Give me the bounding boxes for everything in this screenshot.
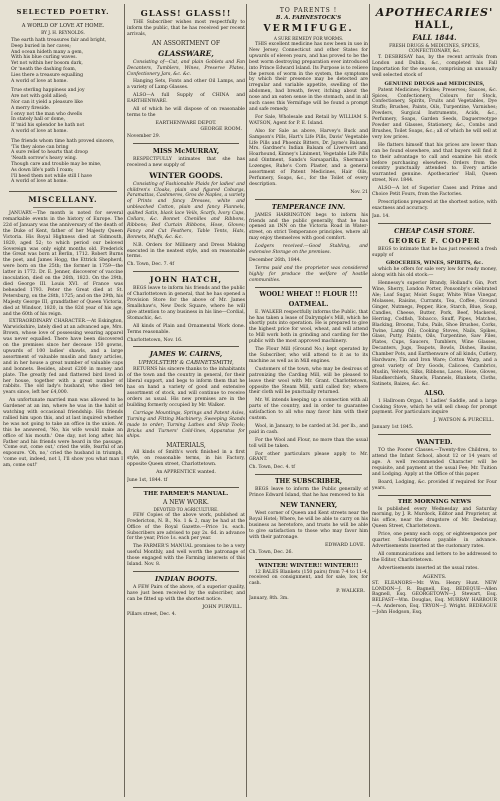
poem-title: A WORLD OF LOVE AT HOME. [21, 23, 105, 29]
divider [133, 487, 239, 488]
wool-body: Customers of the town, who may be desirous of patronizing the Carding Mill, will be pleased to leave their wool with Mr. Grant. Charlottetown, opposite the Steam Mill, until called for; where their cloth will be punctually returned. [249, 366, 368, 396]
poem-stanza-2: True sterling happiness and joy Are not with gold allied; Nor can it yield a pleasure like A merry fireside. I envy not the man who dwells In stately hall or dome, If 'mid his splendor he hath not A world of love at home. [11, 88, 85, 134]
subscriber-header: THE SUBSCRIBER, [274, 478, 343, 486]
divider [378, 223, 491, 224]
glass-body: Hanging Sets, Fonts and other Oil Lamps, and a variety of Lamp Glasses. [127, 79, 245, 91]
cairns-date: June 1st, 1844. tf [127, 477, 168, 483]
glass-header: GLASS! GLASS!! [140, 8, 232, 18]
apothecaries-body: He flatters himself that his prices are lower than can be found elsewhere, and that buyers will find it to their advantage to call and examine his stock before purchasing elsewhere. Orders from the country punctually attended to. Every article warranted genuine. Apothecaries' Hall, Queen street, Nov. 1844. [372, 142, 497, 184]
apothecaries-date: FALL 1844. [412, 33, 457, 42]
apothecaries-list-header: GENUINE DRUGS and MEDICINES, [384, 80, 485, 87]
glass-subtitle: GLASSWARE, [158, 48, 214, 58]
cairns-materials: MATERIALS, [166, 442, 206, 450]
millinery-header: MISS McMURRAY, [152, 146, 220, 155]
parents-body: Also for Sale as above, Harvey's Buck and Sampson's Pills, Hart's Life Pills, Davis' Vegetable Life Pills and Phoenix Bitters, Dr. Jayne's Balsam, Mrs. Gardner's Indian Balsam of Liverwort and Hoarhound, Kinney's Liniment, Vegetable Life Pills and Ointment, Sands's Sarsaparilla, Sherman's Lozenges, Ruhe's Corn Plaster, and a general assortment of Patent Medicines, Hair Oils, Perfumery, Soaps, &c., for the Toilet of every description. [249, 128, 368, 187]
divider [33, 19, 93, 20]
millinery-date: Ch. Town, Dec. 7. 4f [127, 262, 175, 268]
divider [255, 199, 362, 200]
apothecaries-list: Patent Medicines; Pickles; Preserves; Sauces, &c. Spices, Confectionery, Colours for Stock, Confectionery, Spirits, Fruits and Vegetables, Dye Stuffs; Brushes, Paints, Oils, Turpentine, Varnishes; Powders, Surgical Instruments, Acids, &c., Perfumery, Soaps, Garden Seeds, Daguerreotype Powder and Glasses, Stationery, &c., Combs and Brushes, Toilet Soaps, &c.; all of which he will sell at very low prices. [372, 87, 497, 140]
temperance-body: JAMES HARRINGTON begs to inform his friends and the public generally, that he has opened an INN on the Victoria Road in Water-street, on strict Temperance principles, where all may enjoy themselves with good comfort. [249, 212, 368, 242]
hatch-body: All kinds of Plain and Ornamental Work done. Terms reasonable. [127, 323, 245, 335]
apothecaries-date: Jan. 14. [372, 213, 390, 219]
millinery-note: N.B. Orders for Millinery and Dress Making executed in the neatest style, and on reasonable terms. [127, 242, 245, 260]
miscellany-header: MISCELLANY. [28, 195, 98, 205]
winter-signature: P. WALKER. [336, 589, 365, 595]
column-rule [124, 4, 125, 797]
apothecaries-also: ALSO—A lot of Superior Cases and Prime and Choice Petit Fours, from the Factories. [372, 186, 497, 198]
divider [378, 434, 491, 435]
wanted-body: Board, Lodging, &c. provided if required for Four years. [372, 479, 497, 491]
parents-subtitle: A SURE REMEDY FOR WORMS. [273, 36, 344, 41]
temperance-note: Lodgers received.—Good Stabling, and extensive Storage on the premises. [249, 244, 368, 256]
poem-stanza-3: The friends whom time hath proved sincere, 'Tis they alone can bring A sure relief to hearts that droop 'Neath sorrow's heavy wing. Though care and trouble may be mine, As down life's path I roam; I'll heed them not while still I have A world of love at home. [11, 138, 115, 185]
subscriber-date: Ch. Town, Dec. 26. [249, 549, 293, 555]
boots-signature: JOHN PURVILL. [202, 604, 242, 610]
cairns-subtitle: UPHOLSTERY & CABINETSMITH, [138, 360, 234, 367]
poetry-header: SELECTED POETRY. [16, 8, 110, 16]
apothecaries-subtitle: HALL, [414, 20, 455, 31]
boots-header: INDIAN BOOTS. [154, 575, 218, 583]
subscriber-title: NEW TANNERY, [279, 501, 338, 510]
farmer-body: The FARMER'S MANUAL promises to be a very useful Monthly, and well worth the patronage of those engaged with the Farming interests of this Island. Nov. 8. [127, 544, 245, 568]
glass-title: AN ASSORTMENT OF [151, 39, 221, 47]
parents-title: VERMIFUGE. [263, 23, 354, 34]
cheap-store-date: January 1st 1845. [372, 425, 414, 431]
farmer-subtitle: A NEW WORK. [163, 498, 209, 506]
column-poetry-miscellany [3, 6, 123, 797]
morning-news-body: Is published every Wednesday and Saturday morning, by J. R. Murdock, Editor and Proprietor, at his office, near the drugstore of Mr. Desbrisay, Queen Street, Charlottetown. [372, 506, 497, 530]
millinery-title: WINTER GOODS. [149, 170, 223, 180]
agents-list: ST. ELEANORS—Mr. Wm. Henry Hunt. NEW LONDON—J. R. Bagnell, Esq. BEDEQUE—Allen Bagnell, Esq. GEORGETOWN—J. Stewart, Esq. BELFAST—Wm. Douglas, Esq. MURRAY HARBOUR—A. Anderson, Esq. TRYON—J. Wright. BEDEAGUE—John Hodgson, Esq. [372, 580, 497, 616]
winter-body: 12 BALES Blankets (150 pairs) from 7-4 to 11-4, received on consignment, and for sale, low, for cash. [249, 569, 368, 587]
glass-store: EARTHENWARE DEPOT. [155, 120, 217, 126]
glass-body: All of which he will dispose of on reasonable terms to the [127, 107, 245, 118]
wool-body: For other particulars please apply to Mr. GRANT. [249, 451, 368, 463]
cheap-store-subtitle: GEORGE F. COOPER [388, 236, 481, 245]
morning-news-body: Advertisements inserted at the usual rates. [378, 565, 479, 571]
morning-news-header: THE MORNING NEWS [397, 498, 472, 505]
wanted-header: WANTED. [416, 438, 453, 447]
parents-header: TO PARENTS ! [279, 7, 338, 14]
temperance-header: TEMPERANCE INN. [271, 202, 346, 211]
parents-date: Nov. 21 [350, 189, 368, 195]
column-advertisements-3 [372, 6, 497, 797]
glass-date: November 29. [127, 133, 161, 139]
apothecaries-subtitle: FRESH DRUGS & MEDICINES, SPICES, CONFECTIONARY, &c. [389, 44, 480, 54]
wool-body: The Flour Mill (Ground No.) kept operated by the Subscriber, who will attend to it as to its machine as well as in Mill engines. [249, 347, 368, 364]
cheap-store-title: GROCERIES, WINES, SPIRITS, &c. [385, 260, 484, 267]
wanted-body: TO the Poorer Classes.—Twenty-five Children, to attend the Infant School, about 12 or 14 years of age. A well recommended Character will be requisite, and payment at the usual Fee; Mr. Tuition and Lodging. Apply at the Office of this paper. [372, 448, 497, 477]
divider [255, 559, 362, 560]
cairns-header: JAMES W. CAIRNS, [149, 350, 223, 359]
cairns-wanted: An APPRENTICE wanted. [156, 470, 216, 476]
parents-body: THIS excellent medicine has now been in use in New Jersey, Connecticut and other States for upwards of eleven years, and has proved to be the best worm destroying preparation ever introduced into Prince Edward Island. Its Purpose is to relieve the person of worm in the system, the symptoms by which their presence may be detected are irregular and variable appetite, swelling of the abdomen, bad breath, fever, itching about the nose and an eaten sense in the stomach, and in all such cases this Vermifuge will be found a prompt and safe remedy. [249, 42, 368, 112]
misc-paragraph: An unfortunate married man was allowed to be Gardener at an inn, where he was in the habit of watching with occasional friendship. His friends rallied him upon this, and at last inquired whether he was not going to take an office in the union. At this he answered, 'No, his wife would make an office of his mouth.' One day, not long after, his Father and his friends were heard in the passage, 'Come out, come out,' cried the wife, fearful of an exposure. 'Oh, no,' cried the husband in triumph, 'come out, indeed, not I, I'll show you what man I am, come out!' [3, 398, 123, 469]
cairns-body: RETURNS his sincere thanks to the inhabitants of the town and the country in general, for their liberal support, and begs to inform them that he has on hand a variety of good and extensive assortment of stock, and will continue to receive orders as usual. His new premises are in the building formerly occupied by Mr. Walker. [127, 367, 245, 408]
cheap-store-header: CHEAP CASH STORE. [394, 226, 475, 235]
apothecaries-title: APOTHECARIES' [375, 6, 494, 19]
glass-list: Consisting of—Cut, and plain Goblets and Fan Decanters, Tumblers, Wines, Preserve Plates, Confectionery Jars, &c. &c. [127, 59, 245, 77]
poem-author: BY J. H. REYNOLDS. [41, 30, 85, 35]
millinery-body: Consisting of Fashionable Plaids for ladies' and children's Cloaks, plain and figured Coburgs, Paramattas, Cashmeres, Gros de Naples, a variety of Prints and fancy Dresses, white and unbleached Cotton, plain and fancy Flannels, quilted Satin, black lace Veils, Scarfs, Ivory Caps, Collars, &c. Bonnet Chenilles and Ribbons, Ribbons; Bed Curtain Ribbons, Hose, Gloves; Fancy and Cut Feathers, Table Tents, Hats, Bonnets, Muffs, &c. &c. [127, 181, 245, 240]
misc-paragraph: EXTRAORDINARY CHARACTER.—At Eskington, Warwickshire, lately died at an advanced age, Mrs. Brown, whose love of possessing wearing apparel was never equalled. There have been discovered on the premises since her decease 150 gowns, upwards of 100 ladies' shawls, and a large assortment of valuable muslin and fancy articles, and in her house a great number of valuable caps and bonnets. Besides, about £200 in money and plate. The greatly fed and flattered bird lived in her house, together with a great number of rabbits. The old lady's husband, who died ten years since, left her £4,000. [3, 319, 123, 396]
divider [255, 287, 362, 288]
column-rule [246, 4, 247, 797]
winter-date: January, 8th. 3m. [249, 596, 289, 602]
parents-body: For Sale, Wholesale and Retail by WILLIAM S. WATSON, Agent for P. E. Island. [249, 114, 368, 126]
subscriber-body: West corner of Queen and Kent streets near the Royal Hotel; Where, he will be able to carry on his business as heretofore, and trusts he will be able to give satisfaction to those who may favor him with their patronage. [249, 511, 368, 540]
millinery-intro: RESPECTFULLY intimates that she has received a new supply of [127, 156, 245, 168]
cheap-store-body: BEGS to intimate that he has just received a fresh supply of [372, 246, 497, 258]
subscriber-body: BEGS leave to inform the Public generally of Prince Edward Island, that he has removed to his [249, 487, 368, 499]
cheap-store-signature: J. WATSON & PURCELL. [433, 418, 494, 424]
cairns-body: All kinds of Smith's work finished in a first style, on reasonable terms, in his Factory, opposite Queen street, Charlottetown. [127, 450, 245, 468]
wool-body: For the Wool and Flour, no more than the usual toll will be taken. [249, 437, 368, 449]
temperance-extra: Terms paid and the proprietor was considered highly for produce the welfare of hostile communities. [249, 265, 368, 283]
morning-news-body: Price, one penny each copy, or eighteenpence per quarter. Subscriptions payable in advance. Advertisements inserted at the customary rates. [372, 532, 497, 549]
cheap-store-body: which he offers for sale very low for ready money, along with his old stock:— [372, 267, 497, 279]
hatch-header: JOHN HATCH, [149, 275, 223, 285]
cheap-store-also: ALSO. [424, 389, 445, 397]
boots-date: Pillars street, Dec. 4. [127, 611, 177, 617]
agents-header: AGENTS. [422, 573, 447, 580]
divider [133, 143, 239, 144]
parents-subtitle: B. A. FAHNESTOCK'S [275, 15, 342, 21]
misc-paragraph: JANUARY.—The month is noted for several remarkable events in the history of Europe. The 22d of January was the anniversary of the death of the Duke of Kent, father of her Majesty Queen Victoria. His Royal Highness died at Sidmouth, 1820, aged 52; to which period our beloved Sovereign was only eight months old. Frederick the Great was born at Berlin, 1712. Robert Burns the poet, and James Hogg, the Ettrick Shepherd, were born on the 25th; the former in 1759—the latter in 1772. Dr. E. Jenner, discoverer of vaccine inoculation, died on the 26th, 1823. On the 29th, died George III. Louis XVI. of France was beheaded 1793. Peter the Great died at St. Petersburg, on the 28th, 1725; and on the 29th, his Majesty George III, grandfather of Queen Victoria, died at Windsor, 1820, in the 82d year of his age, and the 60th of his reign. [3, 211, 123, 317]
glass-signature: GEORGE ROOM. [200, 126, 242, 132]
glass-body: ALSO—A full Supply of CHINA and EARTHENWARE. [127, 93, 245, 105]
divider [9, 191, 117, 192]
cairns-list: Carriage Mountings, Springs and Patent Axles, Turning and Fitting Machinery; Sweeping Stands made to order; Turning Lathes and Ship Tools; Bricks and Turners' Cold-lines, Apparatus for ships. [127, 410, 245, 440]
morning-news-body: All communications and letters to be addressed to the Editor, Charlottetown. [372, 551, 497, 563]
glass-intro: THE Subscriber wishes most respectfully to inform the public, that he has received per recent arrivals, [127, 20, 245, 37]
boots-body: A FEW Pairs of the above, of a superior quality, have just been received by the subscriber, and can be fitted up with the shortest notice. [127, 585, 245, 602]
wool-date: Ch. Town, Dec. 4. tf [249, 465, 295, 471]
divider [133, 271, 239, 272]
farmer-header: THE FARMER'S MANUAL. [143, 490, 229, 497]
farmer-body: FEW Copies of the above work, published at Fredericton, N. B., No. 1 & 2, may be had at the Office of the Royal Gazette.—Price 1s. each. Subscribers are advised to pay 2s. 6d. in advance for the year, Price 1s. each per year. [127, 512, 245, 542]
wool-subtitle: OATMEAL. [288, 299, 329, 308]
column-rule [369, 4, 370, 797]
divider [378, 495, 491, 496]
cheap-store-list: Hennessy's superior Brandy, Holland's Gin, Port Wine, Sherry, London Porter, Ponsonby's celebrated Ale; Loaf Sugar, Moist Sugar, White Wine Vinegar, Molasses, Raisins, Currants, Tea, Coffee, Ground Ginger, Nutmegs, Pepper, Rice, Starch, Blue, Soap, Candles, Cheese, Butter, Pork, Beef, Mackerel, Herring, Codfish, Tobacco, Snuff, Pipes, Matches, Blacking, Brooms, Tubs, Pails, Shoe Brushes, Corks, Twine, Lamp Oil; Cooking Stoves, Nails, Spikes, Glass, Putty, Paints, Oils, Turpentine, Saw Files, Plates, Cups, Saucers, Tumblers, Wine Glasses, Decanters, Jugs, Teapots, Bowls, Dishes, Basins, Chamber Pots, and Earthenware of all kinds, Cutlery, Hardware, Tin and Iron Ware; Cotton Warp, and a great variety of Dry Goods, Calicoes, Cambrics, Muslin, Velvets, Silks, Ribbons, Laces, Hose, Gloves, Handkerchiefs, Shawls, Flannels, Blankets, Cloths, Satinets, Baizes, &c. &c. [372, 281, 497, 387]
poem-stanza-1: The earth hath treasures fair and bright, Deep buried in her caves; And ocean hideth many a gem, With his blue curling waves. Yet not within her bosom dark, Or 'neath the dashing foam, Lies there a treasure equalling A world of love at home. [11, 38, 107, 84]
winter-header: WINTER! WINTER!! WINTER!!! [258, 562, 359, 569]
wool-header: WOOL! WHEAT !! FLOUR !!! [259, 290, 358, 298]
wool-body: Wool, in January, to be carded at 3d. per lb., and paid in cash. [249, 423, 368, 435]
divider [133, 571, 239, 572]
hatch-date: Charlottetown, Nov. 16. [127, 337, 183, 343]
temperance-date: December 26th, 1844. [249, 258, 302, 263]
column-advertisements-1 [127, 6, 245, 797]
divider [33, 207, 93, 208]
divider [255, 474, 362, 475]
apothecaries-body: T. DESBRISAY has, by the recent arrivals from London and Dublin, &c., completed his Fall Importation for the season, comprising an unusually well selected stock of [372, 55, 497, 78]
divider [133, 346, 239, 347]
subscriber-signature: EDWARD LOVE. [324, 542, 365, 548]
farmer-subtitle: DEVOTED TO AGRICULTURE. [153, 506, 219, 512]
hatch-body: BEGS leave to inform his friends and the public of Charlottetown in general, that he has opened a Provision Store for the above of Mr. James Smallshaw's, New Dock Square, where he will give attention to any business in his line—Cordial, Stomachic, &c. [127, 286, 245, 321]
column-advertisements-2 [249, 6, 368, 797]
cheap-store-body: 1 Hallroom Organ, 1 Ladies' Saddle, and a large Cooking Stove, which he will sell cheap for prompt payment. For particulars inquire [372, 398, 497, 416]
wool-body: E. WALKER respectfully informs the Public, that he has taken a lease of Dalrymple's Mill, which he shortly puts into operation. He is prepared to give the highest price for wool, wheat, and will attend to Mill work both in grinding and carding for the public with the most approved machinery. [249, 309, 368, 345]
wool-body: Mr. W. intends keeping up a connection with all parts of the country, and in order to guarantee satisfaction to all who may favor him with their custom. [249, 398, 368, 422]
apothecaries-body: Prescriptions prepared at the shortest notice, with exactness and accuracy. [372, 199, 497, 211]
